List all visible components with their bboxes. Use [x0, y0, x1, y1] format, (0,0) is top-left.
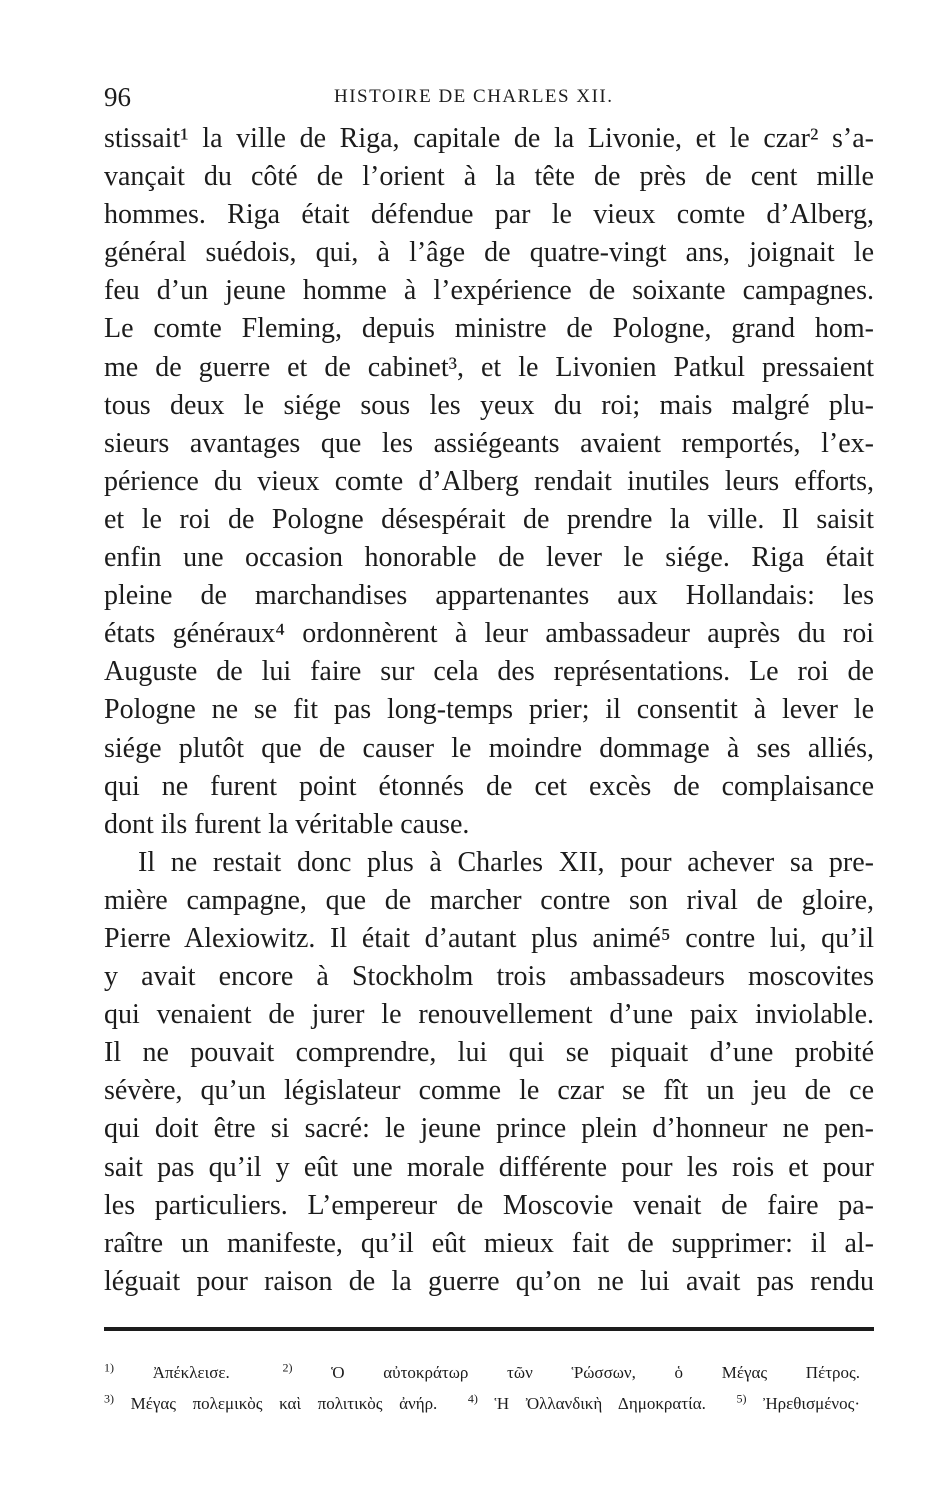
footnotes — [104, 1352, 874, 1414]
running-title: HISTOIRE DE CHARLES XII. — [334, 86, 614, 107]
text-line: périence du vieux comte d’Alberg rendait inutiles leurs efforts, — [104, 465, 874, 497]
footnote-number: 1) — [104, 1360, 114, 1374]
text-line: Il ne restait donc plus à Charles XII, pour achever sa pre- — [138, 846, 874, 878]
text-line: qui doit être si sacré: le jeune prince plein d’honneur ne pen- — [104, 1113, 874, 1145]
footnote-rule — [104, 1327, 874, 1331]
footnote-4 — [467, 1391, 706, 1413]
footnote-text: Ἀπέκλεισε. — [152, 1362, 230, 1382]
text-line: Le comte Fleming, depuis ministre de Pologne, grand hom- — [104, 313, 874, 345]
text-line: vançait du côté de l’orient à la tête de près de cent mille — [104, 161, 874, 193]
footnote-1 — [104, 1360, 230, 1382]
footnote-line — [104, 1383, 874, 1414]
text-line: sieurs avantages que les assiégeants avaient remportés, l’ex- — [104, 427, 874, 459]
text-line: qui venaient de jurer le renouvellement d’une paix inviolable. — [104, 999, 874, 1031]
footnote-5 — [736, 1391, 861, 1413]
page-number: 96 — [104, 82, 131, 112]
text-line: qui ne furent point étonnés de cet excès de complaisance — [104, 770, 874, 802]
text-line: stissait¹ la ville de Riga, capitale de la Livonie, et le czar² s’a- — [104, 123, 874, 154]
text-line: y avait encore à Stockholm trois ambassadeurs moscovites — [104, 961, 874, 993]
text-line: général suédois, qui, à l’âge de quatre-vingt ans, joignait le — [104, 237, 874, 269]
text-line: états généraux⁴ ordonnèrent à leur ambassadeur auprès du roi — [104, 618, 874, 650]
text-line: feu d’un jeune homme à l’expérience de soixante campagnes. — [104, 275, 874, 307]
text-line: dont ils furent la véritable cause. — [104, 808, 470, 840]
text-line: sait pas qu’il y eût une morale différente pour les rois et pour — [104, 1151, 874, 1183]
text-line: siége plutôt que de causer le moindre dommage à ses alliés, — [104, 732, 874, 764]
text-line: léguait pour raison de la guerre qu’on ne lui avait pas rendu — [104, 1265, 874, 1297]
text-line: mière campagne, que de marcher contre son rival de gloire, — [104, 884, 874, 916]
text-line: Auguste de lui faire sur cela des représentations. Le roi de — [104, 656, 874, 688]
footnote-2 — [282, 1360, 861, 1382]
text-line: Il ne pouvait comprendre, lui qui se piquait d’une probité — [104, 1037, 874, 1069]
footnote-number: 5) — [736, 1391, 747, 1405]
footnote-number: 2) — [282, 1360, 293, 1374]
footnote-text: Ὁ αὐτοκράτωρ τῶν Ῥώσσων, ὁ Μέγας Πέτρος. — [331, 1362, 861, 1382]
text-line: raître un manifeste, qu’il eût mieux fait de supprimer: il al- — [104, 1227, 874, 1259]
body-text — [104, 120, 874, 1301]
text-line: sévère, qu’un législateur comme le czar se fît un jeu de ce — [104, 1075, 874, 1107]
footnote-line — [104, 1352, 874, 1383]
text-line: pleine de marchandises appartenantes aux Hollandais: les — [104, 580, 874, 612]
text-line: hommes. Riga était défendue par le vieux comte d’Alberg, — [104, 199, 874, 231]
text-line: Pologne ne se fit pas long-temps prier; il consentit à lever le — [104, 694, 874, 726]
footnote-text: Ἠρεθισμένος· — [763, 1393, 861, 1413]
footnote-3 — [104, 1391, 438, 1413]
page-header — [104, 82, 874, 118]
footnote-text: Μέγας πολεμικὸς καὶ πολιτικὸς ἀνήρ. — [130, 1393, 438, 1413]
text-line: me de guerre et de cabinet³, et le Livonien Patkul pressaient — [104, 351, 874, 383]
footnote-number: 3) — [104, 1391, 114, 1405]
footnote-number: 4) — [467, 1391, 478, 1405]
footnote-text: Ἡ Ὀλλανδικὴ Δημοκρατία. — [494, 1393, 706, 1413]
text-line: tous deux le siége sous les yeux du roi; mais malgré plu- — [104, 389, 874, 421]
text-line: et le roi de Pologne désespérait de prendre la ville. Il saisit — [104, 503, 874, 535]
text-line: Pierre Alexiowitz. Il était d’autant plus animé⁵ contre lui, qu’il — [104, 922, 874, 954]
text-line: enfin une occasion honorable de lever le siége. Riga était — [104, 542, 874, 574]
text-line: les particuliers. L’empereur de Moscovie venait de faire pa- — [104, 1189, 874, 1221]
